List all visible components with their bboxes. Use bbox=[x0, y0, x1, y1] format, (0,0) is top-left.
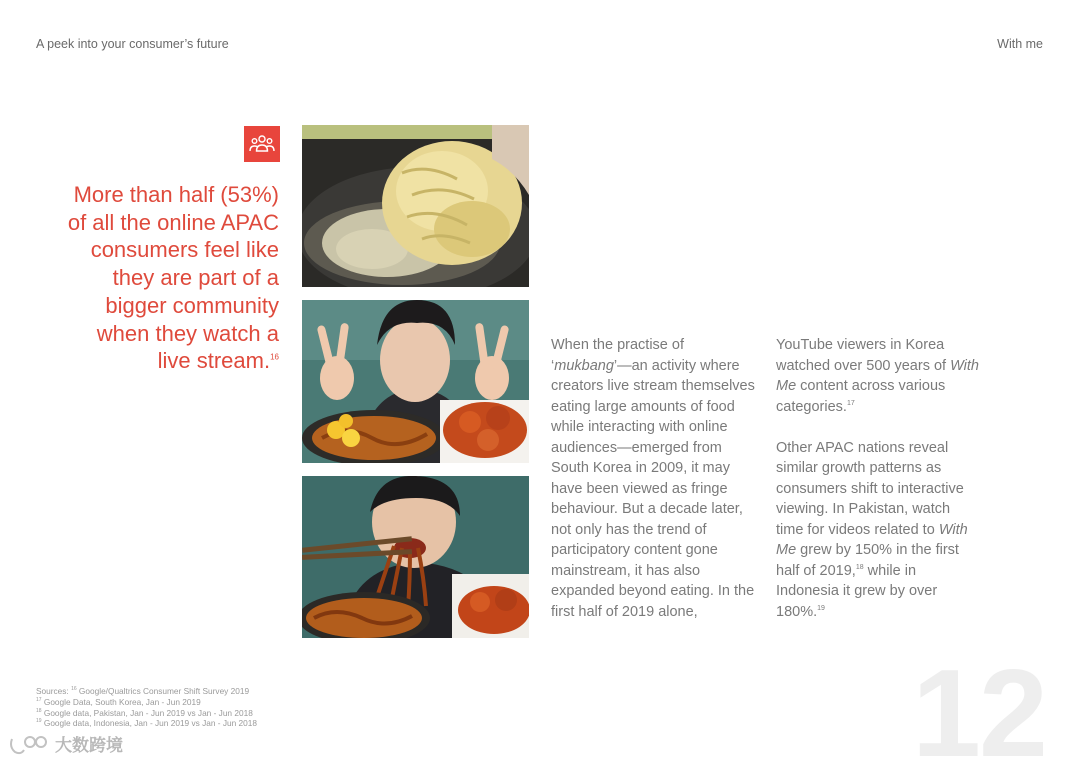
body-text: ’—an activity where creators live stream themselves eating large amounts of food while interacting with online audiences—emerged from South Korea in 2009, it may have been viewed as fringe behaviour. But a decade later, not only has the trend of participatory content gone mainstream, it has also expanded beyond eating. In the first half of 2019 alone, bbox=[551, 357, 755, 620]
section-title: With me bbox=[997, 37, 1043, 51]
header-title: A peek into your consumer’s future bbox=[36, 37, 229, 51]
body-text: YouTube viewers in Korea watched over 500 years of bbox=[776, 337, 951, 374]
source-note: 17 bbox=[36, 697, 42, 704]
source-line bbox=[36, 708, 257, 719]
body-paragraph bbox=[776, 335, 981, 417]
body-text: When the practise of ‘ bbox=[551, 337, 684, 374]
source-text: Google Data, South Korea, Jan - Jun 2019 bbox=[41, 696, 201, 707]
body-column-1 bbox=[551, 335, 756, 622]
watermark-logo-icon bbox=[8, 733, 50, 755]
body-term-mukbang: mukbang bbox=[554, 357, 614, 374]
watermark-text: 大数跨境 bbox=[55, 736, 123, 755]
footnote-marker: 19 bbox=[817, 604, 825, 612]
source-line bbox=[36, 686, 257, 697]
body-paragraph bbox=[776, 438, 981, 623]
body-text: while in Indonesia it grew by over 180%. bbox=[776, 562, 938, 620]
source-text: Google data, Indonesia, Jan - Jun 2019 vs Jan - Jun 2018 bbox=[41, 718, 257, 729]
body-column-2 bbox=[776, 335, 981, 622]
streamer-eating-noodles-photo bbox=[302, 476, 529, 638]
body-term-with-me: With Me bbox=[776, 521, 968, 558]
footnote-marker: 18 bbox=[855, 563, 864, 571]
body-paragraph bbox=[551, 335, 756, 622]
footnote-marker: 17 bbox=[846, 399, 855, 407]
headline-text: More than half (53%) of all the online APAC consumers feel like they are part of a bigger community when they watch a live stream. bbox=[67, 182, 279, 374]
body-text: Other APAC nations reveal similar growth patterns as consumers shift to interactive viewing. In Pakistan, watch time for videos related to bbox=[776, 439, 964, 538]
sources-list bbox=[36, 686, 257, 729]
streamer-peace-sign-photo bbox=[302, 300, 529, 463]
source-text: Google data, Pakistan, Jan - Jun 2019 vs Jan - Jun 2018 bbox=[41, 707, 253, 718]
body-term-with-me: With Me bbox=[776, 357, 979, 394]
source-prefix: Sources: bbox=[36, 686, 72, 696]
source-text: Google/Qualtrics Consumer Shift Survey 2019 bbox=[76, 686, 250, 696]
watermark bbox=[8, 731, 123, 756]
body-text: grew by 150% in the first half of 2019, bbox=[776, 542, 959, 579]
source-note: 16 bbox=[71, 686, 77, 693]
page-number: 12 bbox=[912, 645, 1046, 783]
source-note: 19 bbox=[36, 718, 42, 725]
headline-stat bbox=[60, 181, 279, 375]
source-note: 18 bbox=[36, 707, 42, 714]
community-icon bbox=[244, 126, 280, 162]
source-line bbox=[36, 697, 257, 708]
instant-noodles-in-pot-photo bbox=[302, 125, 529, 287]
headline-footnote: 16 bbox=[270, 352, 279, 362]
body-text: content across various categories. bbox=[776, 378, 946, 415]
source-line bbox=[36, 718, 257, 729]
